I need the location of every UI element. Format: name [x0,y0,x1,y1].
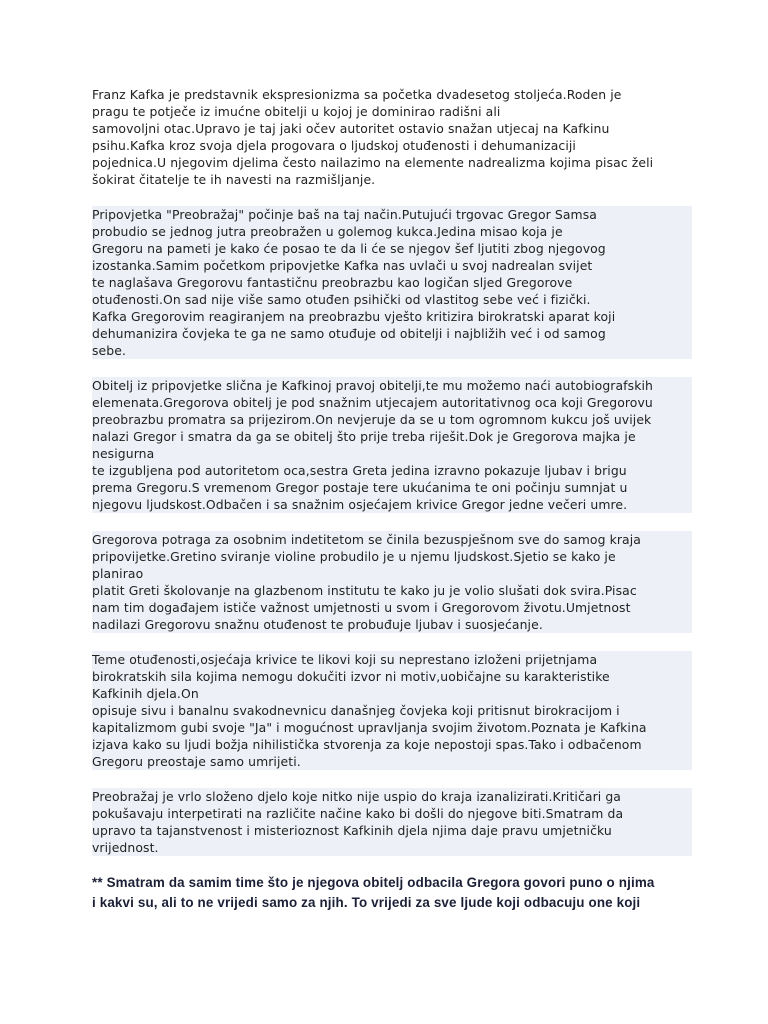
text-line: planirao [92,565,692,582]
text-line: te izgubljena pod autoritetom oca,sestra Greta jedina izravno pokazuje ljubav i brigu [92,462,692,479]
text-line: pojednica.U njegovim djelima često nailazimo na elemente nadrealizma kojima pisac želi [92,155,654,170]
text-line: samovoljni otac.Upravo je taj jaki očev autoritet ostavio snažan utjecaj na Kafkinu [92,121,610,136]
text-line: njegovu ljudskost.Odbačen i sa snažnim osjećajem krivice Gregor jedne večeri umre. [92,496,692,513]
text-line: Gregorova potraga za osobnim indetitetom se činila bezuspješnom sve do samog kraja [92,531,692,548]
text-line: šokirat čitatelje te ih navesti na razmišljanje. [92,172,376,187]
note-line: i kakvi su, ali to ne vrijedi samo za njih. To vrijedi za sve ljude koji odbacuju one koji [92,895,641,910]
text-line: pragu te potječe iz imućne obitelji u kojoj je dominirao radišni ali [92,104,501,119]
paragraph-6 [92,788,692,856]
bold-note [92,873,692,913]
text-line: dehumanizira čovjeka te ga ne samo otuđuje od obitelji i najbližih već i od samog [92,325,692,342]
text-line: platit Greti školovanje na glazbenom institutu te kako ju je volio slušati dok svira.Pisac [92,582,692,599]
text-line: probudio se jednog jutra preobražen u golemog kukca.Jedina misao koja je [92,223,692,240]
text-line: sebe. [92,342,692,359]
text-line: pokušavaju interpetirati na različite načine kako bi došli do njegove biti.Smatram da [92,805,692,822]
text-line: nadilazi Gregorovu snažnu otuđenost te probuđuje ljubav i suosjećanje. [92,616,692,633]
paragraph-2 [92,206,692,359]
paragraph-4 [92,531,692,633]
text-line: psihu.Kafka kroz svoja djela progovara o ljudskoj otuđenosti i dehumanizaciji [92,138,576,153]
text-line: upravo ta tajanstvenost i misterioznost Kafkinih djela njima daje pravu umjetničku [92,822,692,839]
text-line: nalazi Gregor i smatra da ga se obitelj što prije treba riješit.Dok je Gregorova majka je [92,428,692,445]
text-line: birokratskih sila kojima nemogu dokučiti izvor ni motiv,uobičajne su karakteristike [92,668,692,685]
text-line: Franz Kafka je predstavnik ekspresionizma sa početka dvadesetog stoljeća.Roden je [92,87,622,102]
text-line: elemenata.Gregorova obitelj je pod snažnim utjecajem autoritativnog oca koji Gregorovu [92,394,692,411]
paragraph-1 [92,86,692,188]
text-line: Gregoru preostaje samo umrijeti. [92,753,692,770]
paragraph-3 [92,377,692,513]
text-line: nesigurna [92,445,692,462]
text-line: Teme otuđenosti,osjećaja krivice te likovi koji su neprestano izloženi prijetnjama [92,651,692,668]
note-line: ** Smatram da samim time što je njegova obitelj odbacila Gregora govori puno o njima [92,875,655,890]
text-line: Kafkinih djela.On [92,685,692,702]
text-line: prema Gregoru.S vremenom Gregor postaje tere ukućanima te oni počinju sumnjat u [92,479,692,496]
text-line: te naglašava Gregorovu fantastičnu preobrazbu kao logičan sljed Gregorove [92,274,692,291]
text-line: pripovijetke.Gretino sviranje violine probudilo je u njemu ljudskost.Sjetio se kako je [92,548,692,565]
text-line: vrijednost. [92,839,692,856]
text-line: preobrazbu promatra sa prijezirom.On nevjeruje da se u tom ogromnom kukcu još uvijek [92,411,692,428]
text-line: nam tim događajem ističe važnost umjetnosti u svom i Gregorovom životu.Umjetnost [92,599,692,616]
text-line: Obitelj iz pripovjetke slična je Kafkinoj pravoj obitelji,te mu možemo naći autobiografskih [92,377,692,394]
text-line: Kafka Gregorovim reagiranjem na preobrazbu vješto kritizira birokratski aparat koji [92,308,692,325]
text-line: Preobražaj je vrlo složeno djelo koje nitko nije uspio do kraja izanalizirati.Kritičari ga [92,788,692,805]
text-line: opisuje sivu i banalnu svakodnevnicu današnjeg čovjeka koji pritisnut birokracijom i [92,702,692,719]
text-line: izostanka.Samim početkom pripovjetke Kafka nas uvlači u svoj nadrealan svijet [92,257,692,274]
text-line: kapitalizmom gubi svoje "Ja" i mogućnost upravljanja svojim životom.Poznata je Kafkina [92,719,692,736]
text-line: Pripovjetka "Preobražaj" počinje baš na taj način.Putujući trgovac Gregor Samsa [92,206,692,223]
text-line: otuđenosti.On sad nije više samo otuđen psihički od vlastitog sebe već i fizički. [92,291,692,308]
paragraph-5 [92,651,692,770]
text-line: Gregoru na pameti je kako će posao te da li će se njegov šef ljutiti zbog njegovog [92,240,692,257]
document-body [92,86,692,874]
text-line: izjava kako su ljudi božja nihilistička stvorenja za koje nepostoji spas.Tako i odbačenom [92,736,692,753]
